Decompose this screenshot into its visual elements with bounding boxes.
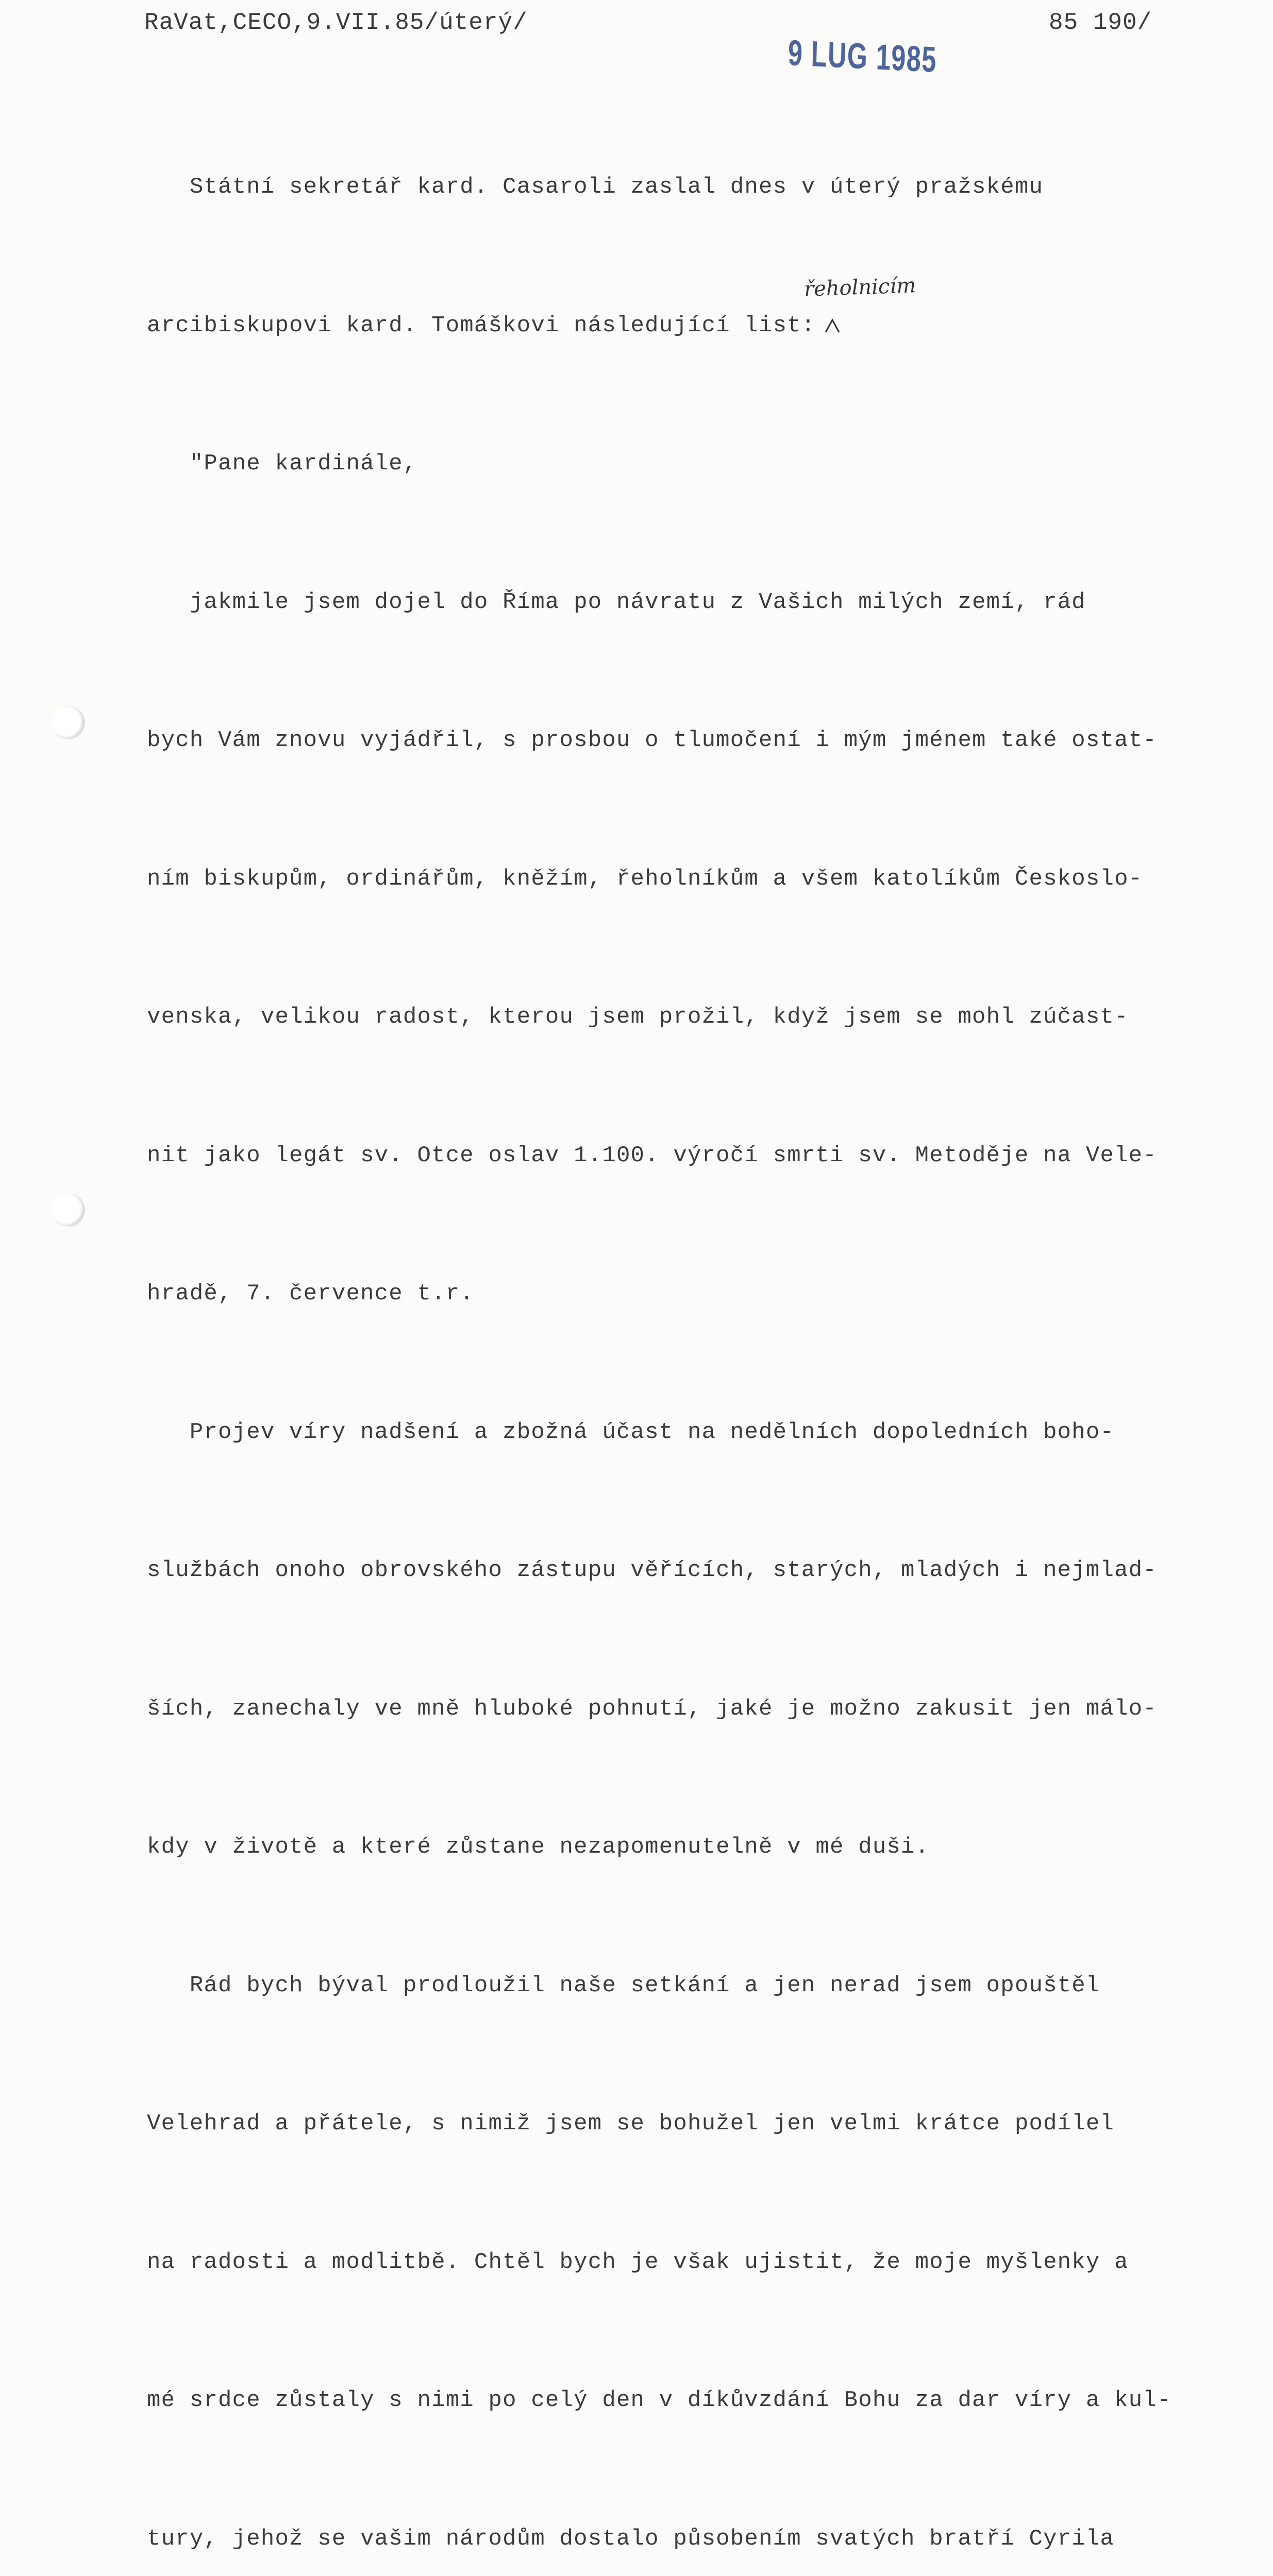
- text-line: bych Vám znovu vyjádřil, s prosbou o tlumočení i mým jménem také ostat-: [147, 727, 1157, 753]
- document-reference: RaVat,CECO,9.VII.85/úterý/: [144, 9, 528, 36]
- text-line: arcibiskupovi kard. Tomáškovi následující list:: [147, 312, 816, 338]
- punch-hole: [52, 1193, 85, 1226]
- text-line: kdy v životě a které zůstane nezapomenutelně v mé duši.: [147, 1834, 930, 1860]
- text-line: službách onoho obrovského zástupu věřících, starých, mladých i nejmlad-: [147, 1557, 1157, 1583]
- page-number: 85 190/: [1049, 9, 1152, 36]
- date-stamp: 9 LUG 1985: [788, 32, 937, 80]
- text-line: mé srdce zůstaly s nimi po celý den v díkůvzdání Bohu za dar víry a kul-: [147, 2387, 1171, 2413]
- text-line: na radosti a modlitbě. Chtěl bych je však ujistit, že moje myšlenky a: [147, 2249, 1129, 2275]
- text-line: ním biskupům, ordinářům, kněžím, řeholníkům a všem katolíkům Českoslo-: [147, 866, 1143, 892]
- text-line: Rád bych býval prodloužil naše setkání a jen nerad jsem opouštěl: [147, 1972, 1100, 1998]
- letter-body: [147, 72, 1270, 2576]
- text-line: hradě, 7. července t.r.: [147, 1281, 474, 1307]
- punch-hole: [52, 706, 85, 739]
- text-line: venska, velikou radost, kterou jsem prožil, když jsem se mohl zúčast-: [147, 1004, 1129, 1030]
- text-line: Projev víry nadšení a zbožná účast na nedělních dopoledních boho-: [147, 1419, 1115, 1445]
- text-line: tury, jehož se vašim národům dostalo působením svatých bratří Cyrila: [147, 2526, 1115, 2552]
- text-line: nit jako legát sv. Otce oslav 1.100. výročí smrti sv. Metoděje na Vele-: [147, 1142, 1157, 1168]
- handwritten-insertion: řeholnicím: [803, 274, 916, 301]
- text-line: Státní sekretář kard. Casaroli zaslal dnes v úterý pražskému: [147, 174, 1044, 200]
- text-line: Velehrad a přátele, s nimiž jsem se bohužel jen velmi krátce podílel: [147, 2111, 1115, 2137]
- text-line: ších, zanechaly ve mně hluboké pohnutí, jaké je možno zakusit jen málo-: [147, 1696, 1157, 1722]
- text-line: jakmile jsem dojel do Říma po návratu z Vašich milých zemí, rád: [147, 589, 1086, 615]
- text-line: "Pane kardinále,: [147, 451, 417, 477]
